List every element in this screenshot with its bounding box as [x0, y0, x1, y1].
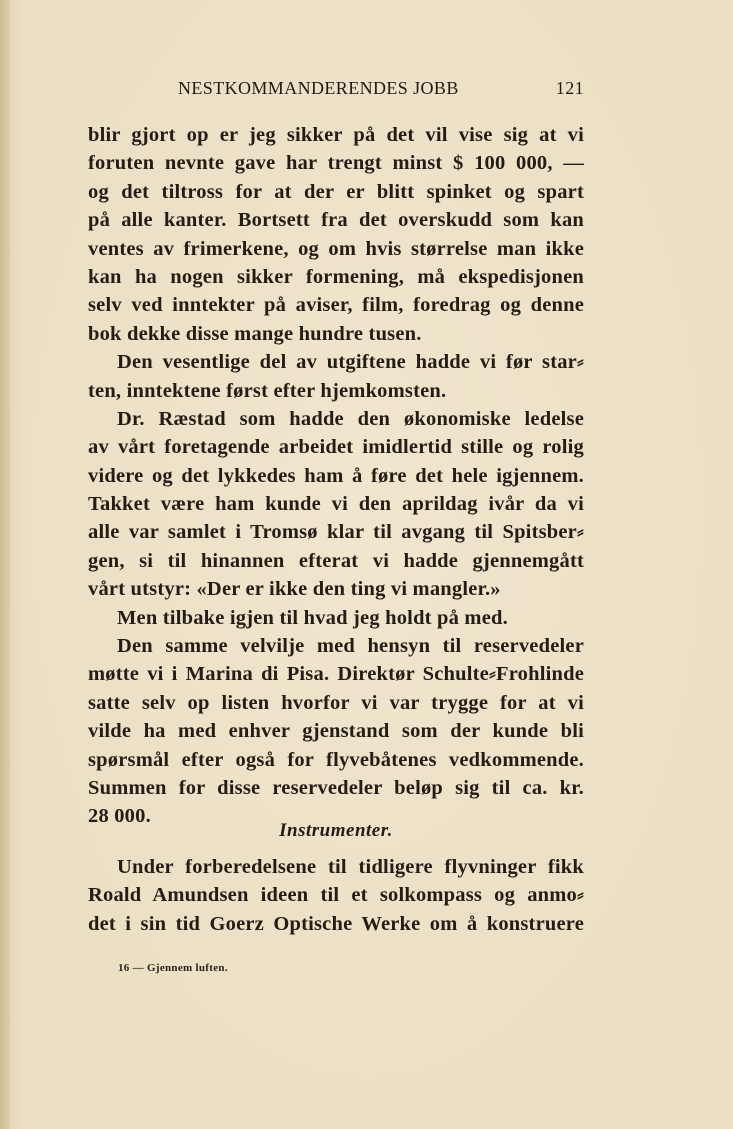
page-number: 121	[555, 78, 584, 98]
text-line: Roald Amundsen ideen til et solkompass og anmo⸗	[88, 884, 584, 907]
paragraph-start-line: Men tilbake igjen til hvad jeg holdt på med.	[117, 606, 508, 629]
text-line: spørsmål efter også for flyvebåtenes vedkommende.	[88, 748, 584, 771]
text-line: foruten nevnte gave har trengt minst $ 100 000, —	[88, 152, 584, 175]
text-line: Takket være ham kunde vi den aprildag ivår da vi	[88, 493, 584, 516]
text-line: alle var samlet i Tromsø klar til avgang til Spitsber⸗	[88, 521, 584, 544]
text-line: 28 000.	[88, 805, 151, 828]
running-title: NESTKOMMANDERENDES JOBB	[178, 78, 459, 98]
text-line: ten, inntektene først efter hjemkomsten.	[88, 379, 447, 402]
text-line: kan ha nogen sikker formening, må ekspedisjonen	[88, 265, 584, 288]
text-line: satte selv op listen hvorfor vi var trygge for at vi	[88, 691, 584, 714]
text-line: på alle kanter. Bortsett fra det overskudd som kan	[88, 209, 584, 232]
binding-edge	[0, 0, 10, 1129]
paragraph-start-line: Den samme velvilje med hensyn til reservedeler	[117, 635, 584, 658]
text-line: og det tiltross for at der er blitt spinket og spart	[88, 180, 584, 203]
section-body-text	[88, 853, 584, 938]
text-line: av vårt foretagende arbeidet imidlertid stille og rolig	[88, 436, 584, 459]
text-line: selv ved inntekter på aviser, film, foredrag og denne	[88, 294, 584, 317]
text-line: Summen for disse reservedeler beløp sig til ca. kr.	[88, 776, 584, 799]
text-line: møtte vi i Marina di Pisa. Direktør Schulte⸗Frohlinde	[88, 663, 584, 686]
section-heading: Instrumenter.	[279, 820, 393, 841]
paragraph-start-line: Den vesentlige del av utgiftene hadde vi før star⸗	[117, 351, 584, 374]
body-text	[88, 121, 584, 831]
text-line: vårt utstyr: «Der er ikke den ting vi mangler.»	[88, 578, 501, 601]
signature-mark: 16 — Gjennem luften.	[118, 962, 228, 974]
paragraph-start-line: Dr. Ræstad som hadde den økonomiske ledelse	[117, 407, 584, 430]
text-line: gen, si til hinannen efterat vi hadde gjennemgått	[88, 549, 584, 572]
text-line: blir gjort op er jeg sikker på det vil vise sig at vi	[88, 124, 584, 146]
text-line: ventes av frimerkene, og om hvis størrelse man ikke	[88, 237, 584, 260]
paragraph-start-line: Under forberedelsene til tidligere flyvninger fikk	[117, 856, 584, 878]
text-line: vilde ha med enhver gjenstand som der kunde bli	[88, 720, 584, 743]
text-line: bok dekke disse mange hundre tusen.	[88, 322, 422, 345]
text-line: det i sin tid Goerz Optische Werke om å konstruere	[88, 912, 584, 935]
text-line: videre og det lykkedes ham å føre det hele igjennem.	[88, 464, 584, 487]
running-head	[88, 78, 584, 104]
